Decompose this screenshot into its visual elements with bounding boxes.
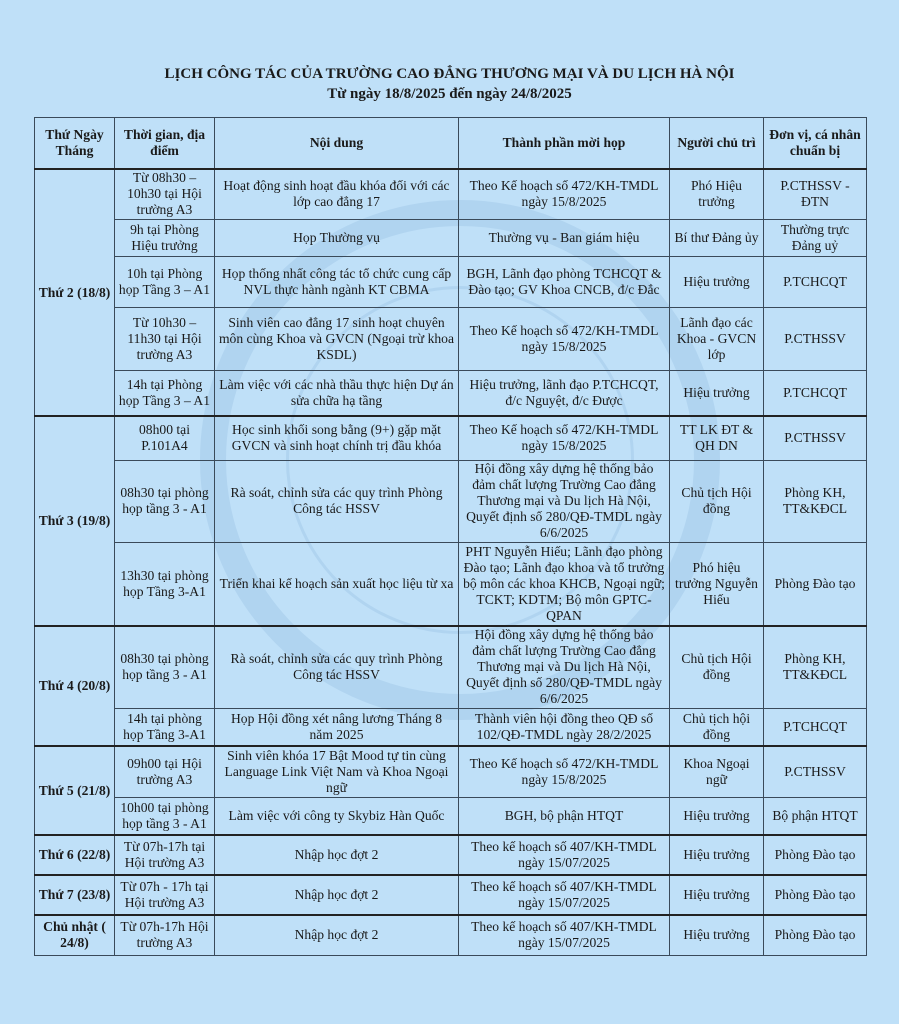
content-cell: Nhập học đợt 2 — [215, 875, 459, 915]
day-cell: Thứ 3 (19/8) — [35, 416, 115, 626]
chair-cell: Lãnh đạo các Khoa - GVCN lớp — [670, 307, 764, 370]
day-cell: Thứ 6 (22/8) — [35, 835, 115, 875]
table-row — [35, 542, 867, 626]
table-row — [35, 307, 867, 370]
time-cell: 09h00 tại Hội trường A3 — [115, 746, 215, 797]
attendees-cell: Theo Kế hoạch số 472/KH-TMDL ngày 15/8/2025 — [459, 169, 670, 219]
time-cell: 9h tại Phòng Hiệu trưởng — [115, 219, 215, 256]
time-cell: Từ 07h-17h Hội trường A3 — [115, 915, 215, 955]
content-cell: Nhập học đợt 2 — [215, 835, 459, 875]
attendees-cell: Hội đồng xây dựng hệ thống bảo đảm chất lượng Trường Cao đẳng Thương mại và Du lịch Hà Nội, Quyết định số 280/QĐ-TMDL ngày 6/6/2025 — [459, 626, 670, 708]
content-cell: Họp Hội đồng xét nâng lương Tháng 8 năm 2025 — [215, 708, 459, 746]
content-cell: Triển khai kế hoạch sản xuất học liệu từ xa — [215, 542, 459, 626]
table-row — [35, 835, 867, 875]
chair-cell: Khoa Ngoại ngữ — [670, 746, 764, 797]
time-cell: 10h tại Phòng họp Tầng 3 – A1 — [115, 256, 215, 307]
unit-cell: Phòng KH, TT&KĐCL — [764, 626, 867, 708]
unit-cell: Phòng Đào tạo — [764, 835, 867, 875]
chair-cell: Phó Hiệu trưởng — [670, 169, 764, 219]
attendees-cell: Theo kế hoạch số 407/KH-TMDL ngày 15/07/2025 — [459, 875, 670, 915]
unit-cell: P.CTHSSV — [764, 307, 867, 370]
header-day: Thứ Ngày Tháng — [35, 118, 115, 170]
time-cell: Từ 10h30 – 11h30 tại Hội trường A3 — [115, 307, 215, 370]
time-cell: 08h30 tại phòng họp tầng 3 - A1 — [115, 626, 215, 708]
table-row — [35, 219, 867, 256]
table-row — [35, 746, 867, 797]
time-cell: Từ 07h-17h tại Hội trường A3 — [115, 835, 215, 875]
time-cell: 10h00 tại phòng họp tầng 3 - A1 — [115, 797, 215, 835]
header-attendees: Thành phần mời họp — [459, 118, 670, 170]
attendees-cell: Theo kế hoạch số 407/KH-TMDL ngày 15/07/2025 — [459, 835, 670, 875]
table-row — [35, 708, 867, 746]
unit-cell: P.CTHSSV — [764, 746, 867, 797]
attendees-cell: Thành viên hội đồng theo QĐ số 102/QĐ-TMDL ngày 28/2/2025 — [459, 708, 670, 746]
header-chair: Người chủ trì — [670, 118, 764, 170]
content-cell: Sinh viên khóa 17 Bật Mood tự tin cùng Language Link Việt Nam và Khoa Ngoại ngữ — [215, 746, 459, 797]
content-cell: Làm việc với công ty Skybiz Hàn Quốc — [215, 797, 459, 835]
time-cell: 08h00 tại P.101A4 — [115, 416, 215, 460]
attendees-cell: Theo Kế hoạch số 472/KH-TMDL ngày 15/8/2025 — [459, 746, 670, 797]
chair-cell: Chủ tịch hội đồng — [670, 708, 764, 746]
unit-cell: Bộ phận HTQT — [764, 797, 867, 835]
chair-cell: Hiệu trưởng — [670, 915, 764, 955]
time-cell: Từ 07h - 17h tại Hội trường A3 — [115, 875, 215, 915]
time-cell: Từ 08h30 – 10h30 tại Hội trường A3 — [115, 169, 215, 219]
attendees-cell: BGH, Lãnh đạo phòng TCHCQT & Đào tạo; GV Khoa CNCB, đ/c Đắc — [459, 256, 670, 307]
unit-cell: P.CTHSSV — [764, 416, 867, 460]
table-row — [35, 915, 867, 955]
header-time: Thời gian, địa điểm — [115, 118, 215, 170]
unit-cell: P.TCHCQT — [764, 708, 867, 746]
header-unit: Đơn vị, cá nhân chuẩn bị — [764, 118, 867, 170]
schedule-table — [34, 117, 867, 956]
unit-cell: Phòng Đào tạo — [764, 542, 867, 626]
table-row — [35, 626, 867, 708]
chair-cell: Hiệu trưởng — [670, 370, 764, 416]
chair-cell: Hiệu trưởng — [670, 256, 764, 307]
time-cell: 14h tại phòng họp Tầng 3-A1 — [115, 708, 215, 746]
attendees-cell: PHT Nguyễn Hiếu; Lãnh đạo phòng Đào tạo; Lãnh đạo khoa và tổ trưởng bộ môn các khoa KHCB, Ngoại ngữ; TCKT; KDTM; Bộ môn GPTC-QPAN — [459, 542, 670, 626]
attendees-cell: BGH, bộ phận HTQT — [459, 797, 670, 835]
chair-cell: Phó hiệu trưởng Nguyễn Hiếu — [670, 542, 764, 626]
time-cell: 13h30 tại phòng họp Tầng 3-A1 — [115, 542, 215, 626]
chair-cell: Hiệu trưởng — [670, 875, 764, 915]
attendees-cell: Theo Kế hoạch số 472/KH-TMDL ngày 15/8/2025 — [459, 307, 670, 370]
content-cell: Nhập học đợt 2 — [215, 915, 459, 955]
table-row — [35, 875, 867, 915]
table-row — [35, 370, 867, 416]
content-cell: Làm việc với các nhà thầu thực hiện Dự án sửa chữa hạ tầng — [215, 370, 459, 416]
unit-cell: P.CTHSSV - ĐTN — [764, 169, 867, 219]
day-cell: Thứ 5 (21/8) — [35, 746, 115, 835]
table-row — [35, 169, 867, 219]
content-cell: Họp thống nhất công tác tổ chức cung cấp NVL thực hành ngành KT CBMA — [215, 256, 459, 307]
chair-cell: Chủ tịch Hội đồng — [670, 460, 764, 542]
time-cell: 08h30 tại phòng họp tầng 3 - A1 — [115, 460, 215, 542]
header-row — [35, 118, 867, 170]
table-row — [35, 797, 867, 835]
day-cell: Chủ nhật ( 24/8) — [35, 915, 115, 955]
page-title: LỊCH CÔNG TÁC CỦA TRƯỜNG CAO ĐẲNG THƯƠNG MẠI VÀ DU LỊCH HÀ NỘI — [164, 66, 735, 82]
day-cell: Thứ 7 (23/8) — [35, 875, 115, 915]
attendees-cell: Hội đồng xây dựng hệ thống bảo đảm chất lượng Trường Cao đẳng Thương mại và Du lịch Hà Nội, Quyết định số 280/QĐ-TMDL ngày 6/6/2025 — [459, 460, 670, 542]
unit-cell: P.TCHCQT — [764, 370, 867, 416]
attendees-cell: Theo kế hoạch số 407/KH-TMDL ngày 15/07/2025 — [459, 915, 670, 955]
header-content: Nội dung — [215, 118, 459, 170]
unit-cell: Phòng Đào tạo — [764, 915, 867, 955]
chair-cell: Bí thư Đảng ủy — [670, 219, 764, 256]
page-subtitle: Từ ngày 18/8/2025 đến ngày 24/8/2025 — [327, 86, 572, 102]
attendees-cell: Thường vụ - Ban giám hiệu — [459, 219, 670, 256]
time-cell: 14h tại Phòng họp Tầng 3 – A1 — [115, 370, 215, 416]
content-cell: Rà soát, chỉnh sửa các quy trình Phòng Công tác HSSV — [215, 626, 459, 708]
unit-cell: Phòng KH, TT&KĐCL — [764, 460, 867, 542]
content-cell: Sinh viên cao đẳng 17 sinh hoạt chuyên môn cùng Khoa và GVCN (Ngoại trừ khoa KSDL) — [215, 307, 459, 370]
unit-cell: Phòng Đào tạo — [764, 875, 867, 915]
unit-cell: P.TCHCQT — [764, 256, 867, 307]
day-cell: Thứ 4 (20/8) — [35, 626, 115, 746]
chair-cell: Chủ tịch Hội đồng — [670, 626, 764, 708]
chair-cell: TT LK ĐT & QH DN — [670, 416, 764, 460]
table-row — [35, 416, 867, 460]
attendees-cell: Theo Kế hoạch số 472/KH-TMDL ngày 15/8/2025 — [459, 416, 670, 460]
content-cell: Họp Thường vụ — [215, 219, 459, 256]
table-row — [35, 256, 867, 307]
unit-cell: Thường trực Đảng uỷ — [764, 219, 867, 256]
chair-cell: Hiệu trưởng — [670, 835, 764, 875]
content-cell: Hoạt động sinh hoạt đầu khóa đối với các lớp cao đẳng 17 — [215, 169, 459, 219]
content-cell: Rà soát, chỉnh sửa các quy trình Phòng Công tác HSSV — [215, 460, 459, 542]
content-cell: Học sinh khối song bằng (9+) gặp mặt GVCN và sinh hoạt chính trị đầu khóa — [215, 416, 459, 460]
day-cell: Thứ 2 (18/8) — [35, 169, 115, 416]
table-row — [35, 460, 867, 542]
attendees-cell: Hiệu trưởng, lãnh đạo P.TCHCQT, đ/c Nguyệt, đ/c Được — [459, 370, 670, 416]
chair-cell: Hiệu trưởng — [670, 797, 764, 835]
